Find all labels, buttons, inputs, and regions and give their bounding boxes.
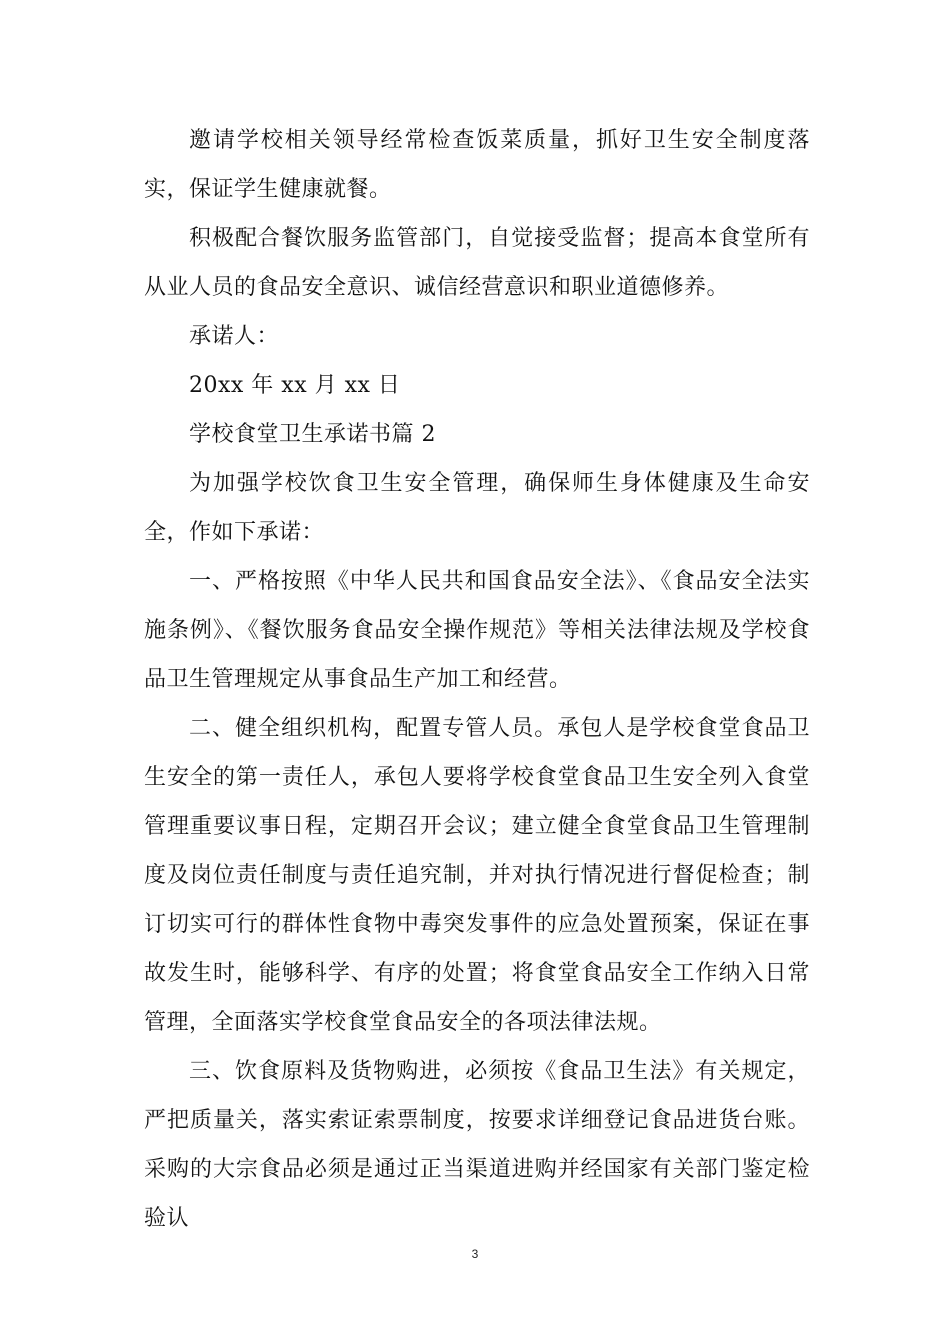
paragraph-date: 20xx 年 xx 月 xx 日 (189, 373, 401, 398)
section-heading: 学校食堂卫生承诺书篇 2 (189, 422, 436, 447)
document-body (144, 116, 810, 1243)
page-number: 3 (471, 1247, 479, 1261)
paragraph-item-3: 三、饮食原料及货物购进，必须按《食品卫生法》有关规定，严把质量关，落实索证索票制度，按要求详细登记食品进货台账。采购的大宗食品必须是通过正当渠道进购并经国家有关部门鉴定检验认 (144, 1059, 810, 1231)
paragraph-promisor: 承诺人： (189, 324, 280, 349)
paragraph-supervision: 积极配合餐饮服务监管部门，自觉接受监督；提高本食堂所有从业人员的食品安全意识、诚信经营意识和职业道德修养。 (144, 226, 810, 300)
paragraph-intro: 为加强学校饮食卫生安全管理，确保师生身体健康及生命安全，作如下承诺： (144, 471, 810, 545)
paragraph-item-1: 一、严格按照《中华人民共和国食品安全法》、《食品安全法实施条例》、《餐饮服务食品安全操作规范》等相关法律法规及学校食品卫生管理规定从事食品生产加工和经营。 (144, 569, 810, 692)
paragraph-inspection: 邀请学校相关领导经常检查饭菜质量，抓好卫生安全制度落实，保证学生健康就餐。 (144, 128, 810, 202)
paragraph-item-2: 二、健全组织机构，配置专管人员。承包人是学校食堂食品卫生安全的第一责任人，承包人要将学校食堂食品卫生安全列入食堂管理重要议事日程，定期召开会议；建立健全食堂食品卫生管理制度及岗位责任制度与责任追究制，并对执行情况进行督促检查；制订切实可行的群体性食物中毒突发事件的应急处置预案，保证在事故发生时，能够科学、有序的处置；将食堂食品安全工作纳入日常管理，全面落实学校食堂食品安全的各项法律法规。 (144, 716, 810, 1035)
